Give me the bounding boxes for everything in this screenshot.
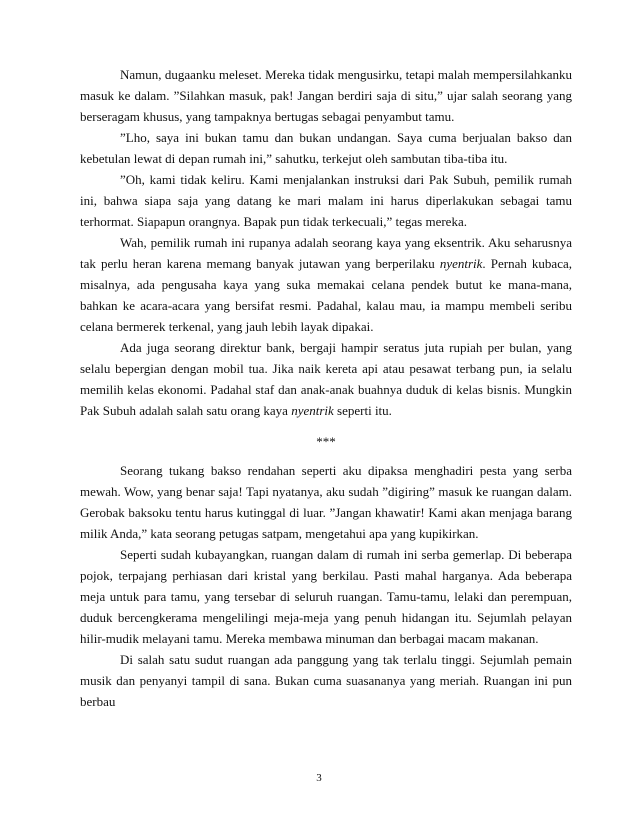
paragraph-3: ”Oh, kami tidak keliru. Kami menjalankan instruksi dari Pak Subuh, pemilik rumah ini, bahwa siapa saja yang datang ke mari malam ini harus diperlakukan sebagai tamu terhormat. Siapapun orangnya. Bapak pun tidak terkecuali,” tegas mereka. [80, 172, 572, 229]
section-separator: *** [316, 434, 336, 449]
page-number: 3 [316, 772, 322, 784]
paragraph-4-text-after: . Pernah kubaca, misalnya, ada pengusaha kaya yang suka memakai celana pendek butut ke mana-mana, bahkan ke acara-acara yang bersifat resmi. Padahal, kalau mau, ia mampu membeli seribu celana bermerek terkenal, yang jauh lebih layak dipakai. [80, 256, 572, 334]
paragraph-5-text-before: Ada juga seorang direktur bank, bergaji hampir seratus juta rupiah per bulan, yang selalu bepergian dengan mobil tua. Jika naik kereta api atau pesawat terbang pun, ia selalu memilih kelas ekonomi. Padahal staf dan anak-anak buahnya duduk di kelas bisnis. Mungkin Pak Subuh adalah salah satu orang kaya [80, 340, 572, 418]
paragraph-2: ”Lho, saya ini bukan tamu dan bukan undangan. Saya cuma berjualan bakso dan kebetulan lewat di depan rumah ini,” sahutku, terkejut oleh sambutan tiba-tiba itu. [80, 130, 572, 166]
paragraph-5 [80, 337, 572, 421]
paragraph-5-text-after: seperti itu. [333, 403, 392, 418]
paragraph-4-text-before: Wah, pemilik rumah ini rupanya adalah seorang kaya yang eksentrik. Aku seharusnya tak perlu heran karena memang banyak jutawan yang berperilaku [80, 235, 572, 271]
paragraph-4 [80, 232, 572, 337]
paragraph-6: Seorang tukang bakso rendahan seperti aku dipaksa menghadiri pesta yang serba mewah. Wow, yang benar saja! Tapi nyatanya, aku sudah ”digiring” masuk ke ruangan dalam. Gerobak baksoku tentu harus kutinggal di luar. ”Jangan khawatir! Kami akan menjaga barang milik Anda,” kata seorang petugas satpam, mengetahui apa yang kupikirkan. [80, 463, 572, 541]
paragraph-8: Di salah satu sudut ruangan ada panggung yang tak terlalu tinggi. Sejumlah pemain musik dan penyanyi tampil di sana. Bukan cuma suasananya yang meriah. Ruangan ini pun berbau [80, 652, 572, 709]
body-text [80, 64, 572, 712]
paragraph-7: Seperti sudah kubayangkan, ruangan dalam di rumah ini serba gemerlap. Di beberapa pojok, terpajang perhiasan dari kristal yang berkilau. Pasti mahal harganya. Ada beberapa meja untuk para tamu, yang tersebar di seluruh ruangan. Tamu-tamu, lelaki dan perempuan, duduk bercengkerama mengelilingi meja-meja yang penuh hidangan itu. Sejumlah pelayan hilir-mudik melayani tamu. Mereka membawa minuman dan berbagai macam makanan. [80, 547, 572, 646]
paragraph-4-italic-word: nyentrik [439, 256, 483, 271]
paragraph-5-italic-word: nyentrik [291, 403, 334, 418]
paragraph-1: Namun, dugaanku meleset. Mereka tidak mengusirku, tetapi malah mempersilahkanku masuk ke dalam. ”Silahkan masuk, pak! Jangan berdiri saja di situ,” ujar salah seorang yang berseragam khusus, yang tampaknya bertugas sebagai penyambut tamu. [80, 67, 572, 124]
